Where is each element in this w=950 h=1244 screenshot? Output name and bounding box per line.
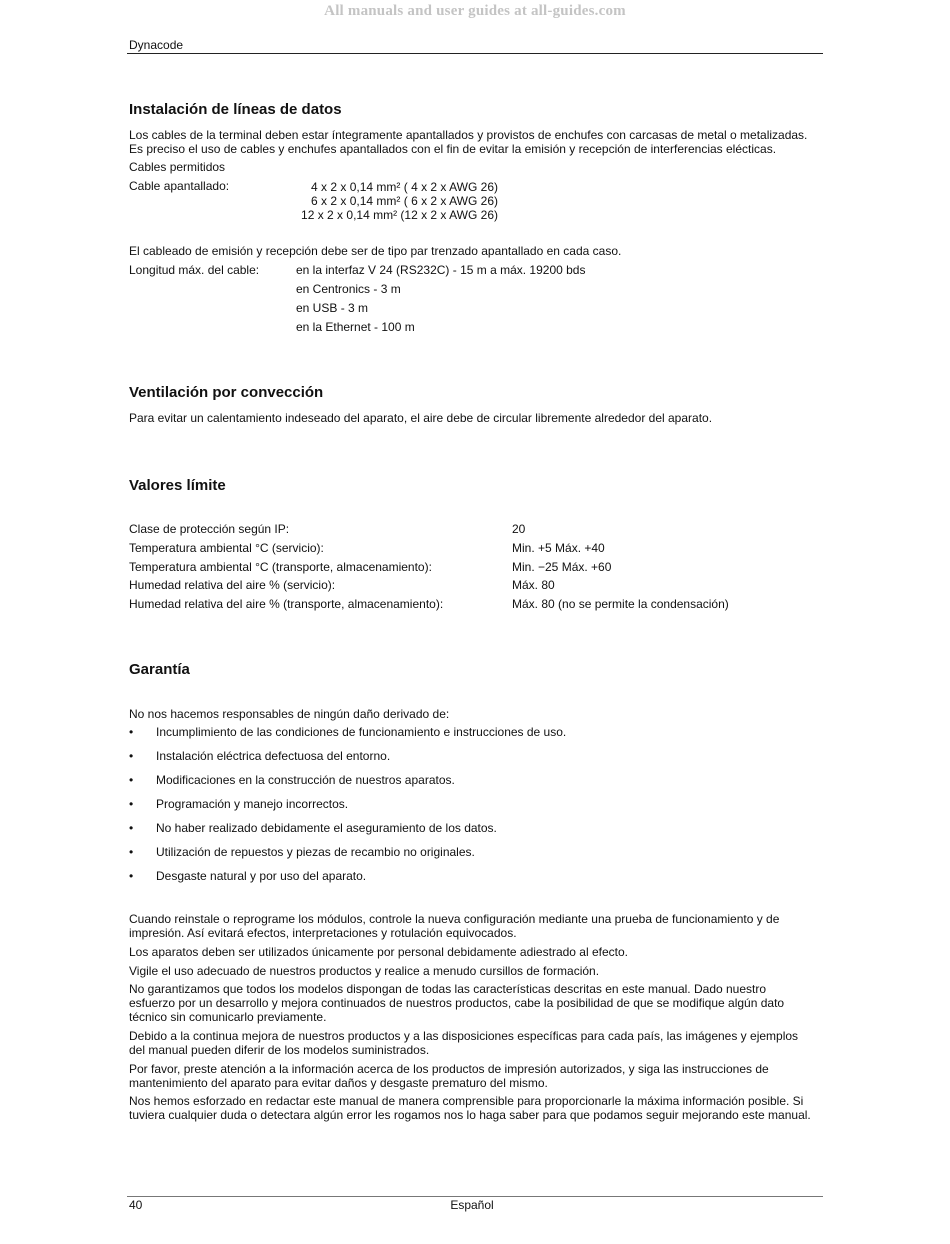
limit-label: Temperatura ambiental °C (transporte, almacenamiento): xyxy=(129,560,432,574)
list-item-text: No haber realizado debidamente el aseguramiento de los datos. xyxy=(156,821,497,835)
heading-limites: Valores límite xyxy=(129,477,226,494)
limit-row xyxy=(129,541,829,556)
list-item-text: Programación y manejo incorrectos. xyxy=(156,797,349,811)
heading-ventilacion: Ventilación por convección xyxy=(129,384,324,401)
list-item-text: Desgaste natural y por uso del aparato. xyxy=(156,869,367,883)
footer-language: Español xyxy=(450,1198,494,1212)
running-header: Dynacode xyxy=(129,38,184,52)
garantia-p4c: técnico sin comunicarlo previamente. xyxy=(129,1010,327,1024)
limit-label: Clase de protección según IP: xyxy=(129,522,290,536)
heading-datos: Instalación de líneas de datos xyxy=(129,101,342,118)
limit-value: Máx. 80 (no se permite la condensación) xyxy=(512,597,729,611)
length-value: en la Ethernet - 100 m xyxy=(296,320,415,334)
footer-rule xyxy=(127,1196,823,1197)
list-item-text: Modificaciones en la construcción de nuestros aparatos. xyxy=(156,773,455,787)
bullet-icon: • xyxy=(129,725,134,739)
cable-label: Cable apantallado: xyxy=(129,179,230,193)
list-item xyxy=(129,845,566,869)
watermark: All manuals and user guides at all-guides.com xyxy=(324,3,626,19)
list-item xyxy=(129,797,566,821)
twisted-pair-note: El cableado de emisión y recepción debe ser de tipo par trenzado apantallado en cada caso. xyxy=(129,244,622,258)
limit-row xyxy=(129,597,829,612)
list-item xyxy=(129,821,566,845)
heading-garantia: Garantía xyxy=(129,661,190,678)
list-item-text: Instalación eléctrica defectuosa del entorno. xyxy=(156,749,391,763)
limit-value: Máx. 80 xyxy=(512,578,555,592)
garantia-p6a: Por favor, preste atención a la información acerca de los productos de impresión autorizados, y siga las instrucciones de xyxy=(129,1062,769,1076)
length-value: en la interfaz V 24 (RS232C) - 15 m a máx. 19200 bds xyxy=(296,263,586,277)
list-item xyxy=(129,749,566,773)
garantia-p5a: Debido a la continua mejora de nuestros productos y a las disposiciones específicas para cada país, las imágenes y ejemplos xyxy=(129,1029,799,1043)
bullet-icon: • xyxy=(129,845,134,859)
cable-value: 4 x 2 x 0,14 mm² ( 4 x 2 x AWG 26) xyxy=(311,180,498,194)
para-datos-1b: Es preciso el uso de cables y enchufes apantallados con el fin de evitar la emisión y recepción de interferencias elécticas. xyxy=(129,142,777,156)
cable-value: 6 x 2 x 0,14 mm² ( 6 x 2 x AWG 26) xyxy=(311,194,498,208)
limit-value: Min. −25 Máx. +60 xyxy=(512,560,612,574)
garantia-p6b: mantenimiento del aparato para evitar daños y desgaste prematuro del mismo. xyxy=(129,1076,548,1090)
garantia-p4b: esfuerzo por un desarrollo y mejora continuados de nuestros productos, cabe la posibilidad de que se modifique algún dato xyxy=(129,996,785,1010)
garantia-p1a: Cuando reinstale o reprograme los módulos, controle la nueva configuración mediante una prueba de funcionamiento y de xyxy=(129,912,780,926)
garantia-list xyxy=(129,725,566,893)
garantia-p7b: tuviera cualquier duda o detectara algún error les rogamos nos lo haga saber para que podamos seguir mejorando este manual. xyxy=(129,1108,811,1122)
ventilacion-text: Para evitar un calentamiento indeseado del aparato, el aire debe de circular libremente alrededor del aparato. xyxy=(129,411,713,425)
cables-permitidos: Cables permitidos xyxy=(129,160,226,174)
bullet-icon: • xyxy=(129,797,134,811)
limit-label: Humedad relativa del aire % (transporte, almacenamiento): xyxy=(129,597,444,611)
bullet-icon: • xyxy=(129,821,134,835)
limit-row xyxy=(129,522,829,537)
garantia-p2: Los aparatos deben ser utilizados únicamente por personal debidamente adiestrado al efecto. xyxy=(129,945,628,959)
limit-row xyxy=(129,560,829,575)
list-item xyxy=(129,773,566,797)
bullet-icon: • xyxy=(129,773,134,787)
page-number: 40 xyxy=(129,1198,143,1212)
list-item xyxy=(129,725,566,749)
limit-label: Temperatura ambiental °C (servicio): xyxy=(129,541,324,555)
garantia-p7a: Nos hemos esforzado en redactar este manual de manera comprensible para proporcionarle la máxima información posible. Si xyxy=(129,1094,804,1108)
para-datos-1a: Los cables de la terminal deben estar íntegramente apantallados y provistos de enchufes con carcasas de metal o metalizadas. xyxy=(129,128,808,142)
limit-label: Humedad relativa del aire % (servicio): xyxy=(129,578,336,592)
length-value: en USB - 3 m xyxy=(296,301,369,315)
list-item-text: Utilización de repuestos y piezas de recambio no originales. xyxy=(156,845,475,859)
garantia-p5b: del manual pueden diferir de los modelos suministrados. xyxy=(129,1043,430,1057)
garantia-p3: Vigile el uso adecuado de nuestros productos y realice a menudo cursillos de formación. xyxy=(129,964,600,978)
limit-value: 20 xyxy=(512,522,526,536)
garantia-intro: No nos hacemos responsables de ningún daño derivado de: xyxy=(129,707,450,721)
bullet-icon: • xyxy=(129,869,134,883)
bullet-icon: • xyxy=(129,749,134,763)
limit-value: Min. +5 Máx. +40 xyxy=(512,541,605,555)
limit-row xyxy=(129,578,829,593)
cable-value: 12 x 2 x 0,14 mm² (12 x 2 x AWG 26) xyxy=(301,208,498,222)
length-value: en Centronics - 3 m xyxy=(296,282,401,296)
length-label: Longitud máx. del cable: xyxy=(129,263,260,277)
list-item-text: Incumplimiento de las condiciones de funcionamiento e instrucciones de uso. xyxy=(156,725,567,739)
garantia-p4a: No garantizamos que todos los modelos dispongan de todas las características descritas en este manual. Dado nuestro xyxy=(129,982,767,996)
header-rule xyxy=(127,53,823,54)
list-item xyxy=(129,869,566,893)
garantia-p1b: impresión. Así evitará efectos, interpretaciones y rotulación equivocados. xyxy=(129,926,517,940)
cable-values xyxy=(295,180,498,222)
